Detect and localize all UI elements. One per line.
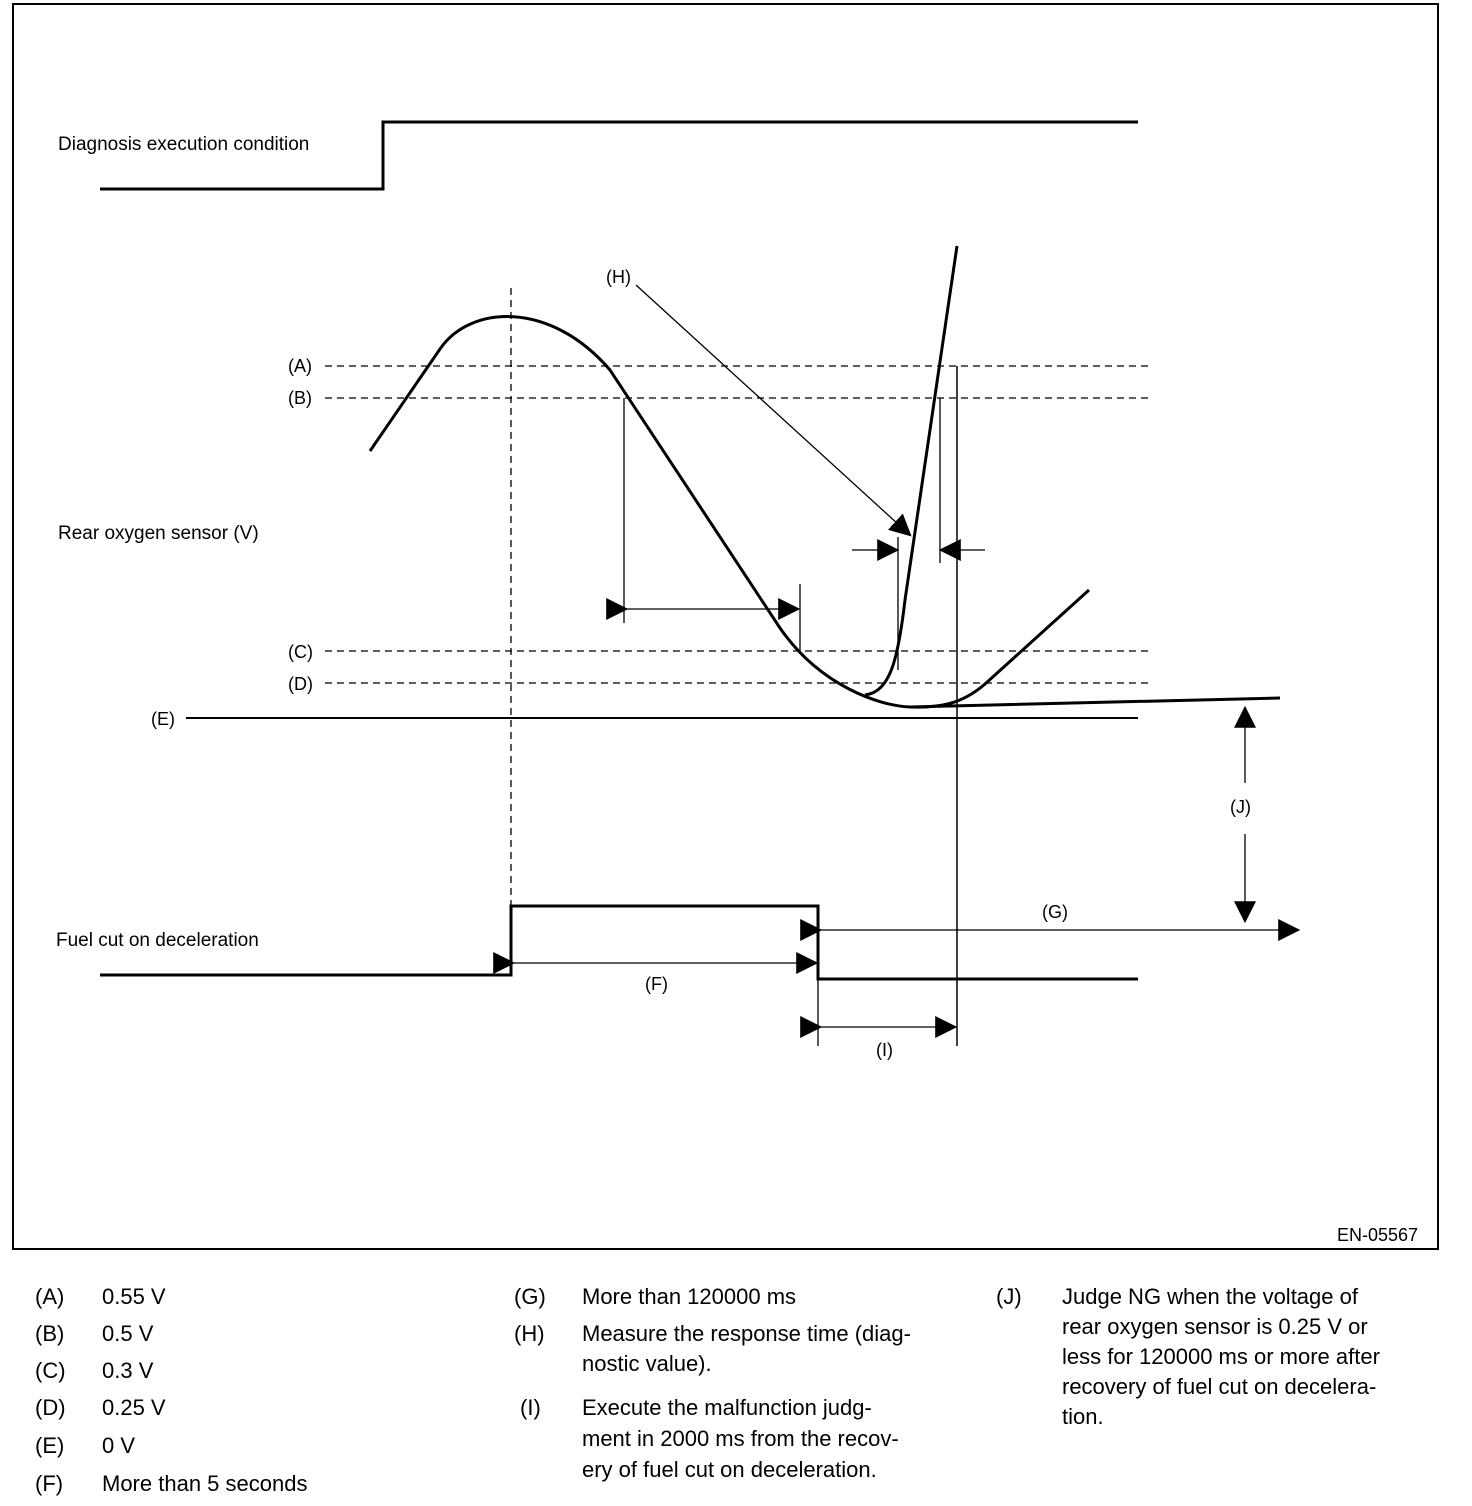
tag-b: (B) [288, 388, 312, 408]
legend-text-line-1: Execute the malfunction judg- [582, 1395, 872, 1420]
diagnosis-condition-label: Diagnosis execution condition [58, 134, 310, 155]
legend-key: (F) [35, 1471, 64, 1496]
legend-text: 0.25 V [102, 1395, 166, 1420]
tag-e: (E) [151, 709, 175, 729]
legend-key: (A) [35, 1284, 65, 1309]
legend-key: (J) [996, 1284, 1022, 1309]
tag-g: (G) [1042, 902, 1068, 922]
legend-text: 0.55 V [102, 1284, 166, 1309]
legend-key: (C) [35, 1358, 66, 1383]
legend-text-line-2: rear oxygen sensor is 0.25 V or [1062, 1314, 1368, 1339]
legend-text-line-3: less for 120000 ms or more after [1062, 1344, 1380, 1369]
tag-f: (F) [645, 974, 668, 994]
legend-text: More than 5 seconds [102, 1471, 308, 1496]
legend-text: 0.3 V [102, 1358, 154, 1383]
figure-code: EN-05567 [1337, 1225, 1419, 1245]
legend-key: (I) [520, 1395, 541, 1420]
tag-c: (C) [288, 642, 313, 662]
legend-key: (G) [514, 1284, 546, 1309]
rear-oxygen-sensor-label: Rear oxygen sensor (V) [58, 523, 259, 544]
legend-text: 0.5 V [102, 1321, 154, 1346]
legend-text-line-2: nostic value). [582, 1351, 712, 1376]
tag-j: (J) [1230, 797, 1251, 817]
tag-h: (H) [606, 267, 631, 287]
legend-key: (D) [35, 1395, 66, 1420]
legend-key: (H) [514, 1321, 545, 1346]
tag-i: (I) [876, 1040, 893, 1060]
tag-d: (D) [288, 674, 313, 694]
legend-text-line-3: ery of fuel cut on deceleration. [582, 1457, 877, 1482]
legend-key: (B) [35, 1321, 65, 1346]
legend-text: More than 120000 ms [582, 1284, 797, 1309]
legend-text-line-1: Measure the response time (diag- [582, 1321, 911, 1346]
fuel-cut-label: Fuel cut on deceleration [56, 930, 259, 951]
legend-key: (E) [35, 1433, 65, 1458]
legend-text-line-5: tion. [1062, 1404, 1104, 1429]
legend-text-line-1: Judge NG when the voltage of [1062, 1284, 1358, 1309]
legend-text-line-4: recovery of fuel cut on decelera- [1062, 1374, 1377, 1399]
tag-a: (A) [288, 356, 312, 376]
legend-text: 0 V [102, 1433, 136, 1458]
legend-text-line-2: ment in 2000 ms from the recov- [582, 1426, 899, 1451]
